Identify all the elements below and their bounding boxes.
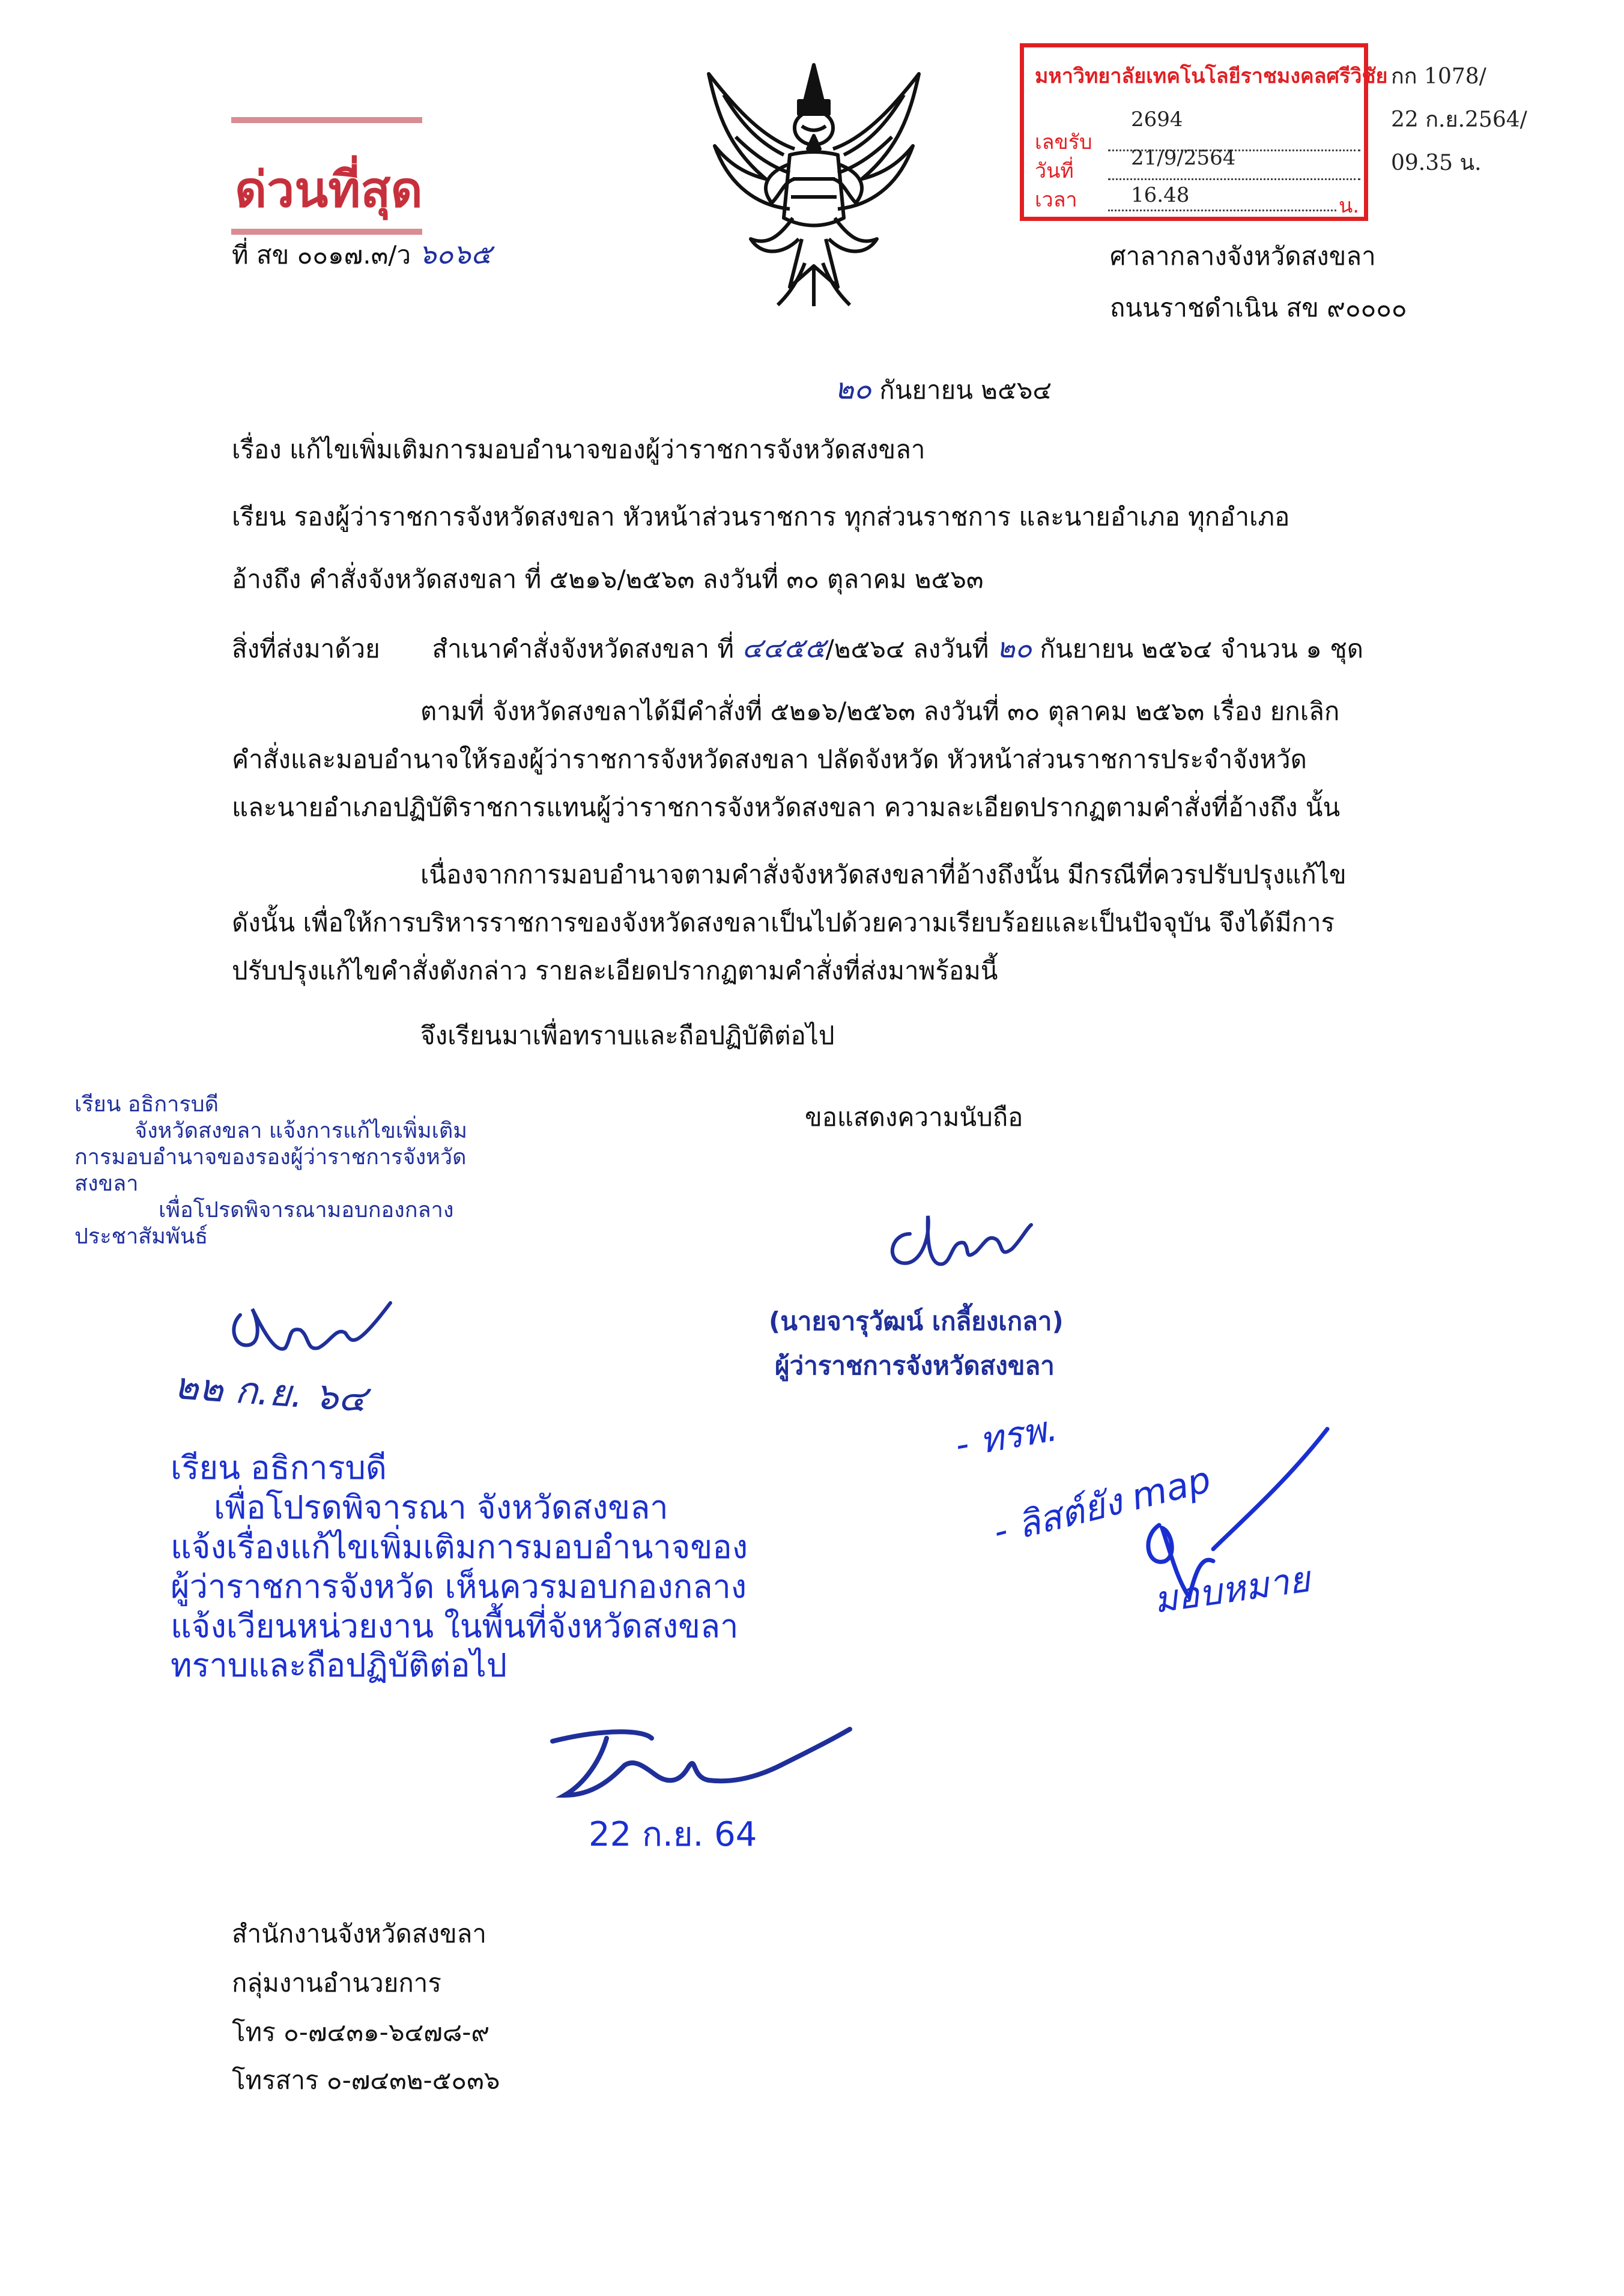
receipt-stamp bbox=[1020, 43, 1388, 221]
para1-line-2: คำสั่งและมอบอำนาจให้รองผู้ว่าราชการจังหวัดสงขลา ปลัดจังหวัด หัวหน้าส่วนราชการประจำจังหวัด bbox=[232, 745, 1307, 774]
note2-line-3: แจ้งเรื่องแก้ไขเพิ่มเติมการมอบอำนาจของ bbox=[171, 1527, 748, 1566]
note2-date: 22 ก.ย. 64 bbox=[589, 1815, 757, 1854]
receipt-date-value: 21/9/2564 bbox=[1131, 146, 1236, 170]
note1 bbox=[74, 1092, 467, 1249]
note1-line-1: เรียน อธิการบดี bbox=[74, 1092, 219, 1117]
receipt-date-line bbox=[1108, 178, 1360, 180]
receipt-time-value: 16.48 bbox=[1131, 183, 1190, 207]
date-month-year: กันยายน ๒๕๖๔ bbox=[879, 375, 1052, 405]
note2-line-6: ทราบและถือปฏิบัติต่อไป bbox=[171, 1646, 507, 1685]
note1-line-4: สงขลา bbox=[74, 1171, 139, 1196]
doc-number-handwritten: ๖๐๖๕ bbox=[419, 238, 492, 270]
garuda-emblem-icon bbox=[694, 59, 934, 311]
note2-line-1: เรียน อธิการบดี bbox=[171, 1449, 387, 1487]
receipt-number-label: เลขรับ bbox=[1035, 130, 1092, 154]
para1-line-1: ตามที่ จังหวัดสงขลาได้มีคำสั่งที่ ๕๒๑๖/๒๕๖๓ ลงวันที่ ๓๐ ตุลาคม ๒๕๖๓ เรื่อง ยกเลิก bbox=[420, 696, 1340, 726]
note3-line-1: - ทรพ. bbox=[952, 1407, 1061, 1467]
note1-handwritten-date: ๒๒ ก.ย. ๖๔ bbox=[172, 1363, 368, 1421]
note1-line-2: จังหวัดสงขลา แจ้งการแก้ไขเพิ่มเติม bbox=[135, 1118, 467, 1143]
para2-line-1: เนื่องจากการมอบอำนาจตามคำสั่งจังหวัดสงขลาที่อ้างถึงนั้น มีกรณีที่ควรปรับปรุงแก้ไข bbox=[420, 860, 1347, 889]
para1-line-3: และนายอำเภอปฏิบัติราชการแทนผู้ว่าราชการจังหวัดสงขลา ความละเอียดปรากฏตามคำสั่งที่อ้างถึง นั้น bbox=[232, 793, 1341, 822]
reference-line: อ้างถึง คำสั่งจังหวัดสงขลา ที่ ๕๒๑๖/๒๕๖๓ ลงวันที่ ๓๐ ตุลาคม ๒๕๖๓ bbox=[232, 564, 984, 594]
date-day-handwritten: ๒๐ bbox=[835, 372, 871, 406]
note2-line-2: เพื่อโปรดพิจารณา จังหวัดสงขลา bbox=[214, 1488, 668, 1526]
enclosure-text-a: สำเนาคำสั่งจังหวัดสงขลา ที่ bbox=[432, 634, 735, 663]
governor-signature bbox=[874, 1192, 1042, 1282]
note1-line-5: เพื่อโปรดพิจารณามอบกองกลาง bbox=[159, 1197, 454, 1222]
note2 bbox=[171, 1448, 748, 1685]
closing-line: ขอแสดงความนับถือ bbox=[805, 1102, 1023, 1132]
urgent-stamp-text: ด่วนที่สุด bbox=[235, 161, 423, 219]
footer-fax: โทรสาร ๐-๗๔๓๒-๕๐๓๖ bbox=[232, 2065, 500, 2095]
doc-number bbox=[232, 238, 492, 271]
receipt-date-label: วันที่ bbox=[1035, 159, 1074, 183]
para3: จึงเรียนมาเพื่อทราบและถือปฏิบัติต่อไป bbox=[420, 1021, 835, 1050]
footer-office: สำนักงานจังหวัดสงขลา bbox=[232, 1919, 486, 1948]
note3-line-2: - ลิสต์ยัง map bbox=[989, 1458, 1216, 1553]
doc-number-prefix: ที่ สข ๐๐๑๗.๓/ว bbox=[232, 240, 411, 270]
para2-line-3: ปรับปรุงแก้ไขคำสั่งดังกล่าว รายละเอียดปรากฏตามคำสั่งที่ส่งมาพร้อมนี้ bbox=[232, 956, 998, 985]
footer-group: กลุ่มงานอำนวยการ bbox=[232, 1968, 441, 1998]
addressee-line: เรียน รองผู้ว่าราชการจังหวัดสงขลา หัวหน้าส่วนราชการ ทุกส่วนราชการ และนายอำเภอ ทุกอำเภอ bbox=[232, 502, 1290, 531]
note1-line-3: การมอบอำนาจของรองผู้ว่าราชการจังหวัด bbox=[74, 1144, 467, 1170]
enclosure-text-b: /๒๕๖๔ ลงวันที่ bbox=[825, 634, 989, 663]
registry-line-2: 22 ก.ย.2564/ bbox=[1391, 107, 1527, 132]
enclosure-line bbox=[232, 632, 1363, 665]
urgent-stamp bbox=[231, 117, 422, 235]
receipt-number-value: 2694 bbox=[1131, 107, 1183, 131]
note1-line-6: ประชาสัมพันธ์ bbox=[74, 1224, 208, 1249]
registry-line-3: 09.35 น. bbox=[1391, 151, 1482, 175]
para2-line-2: ดังนั้น เพื่อให้การบริหารราชการของจังหวัดสงขลาเป็นไปด้วยความเรียบร้อยและเป็นปัจจุบัน จึงได้มีการ bbox=[232, 908, 1335, 937]
enclosure-number-handwritten: ๔๔๕๕ bbox=[742, 632, 826, 664]
footer-phone: โทร ๐-๗๔๓๑-๖๔๗๘-๙ bbox=[232, 2017, 490, 2047]
enclosure-day-handwritten: ๒๐ bbox=[996, 632, 1032, 664]
letter-date bbox=[835, 372, 1052, 407]
note2-line-4: ผู้ว่าราชการจังหวัด เห็นควรมอบกองกลาง bbox=[171, 1567, 747, 1606]
enclosure-label: สิ่งที่ส่งมาด้วย bbox=[232, 634, 380, 663]
address-line-1: ศาลากลางจังหวัดสงขลา bbox=[1110, 241, 1376, 271]
receipt-time-line bbox=[1108, 210, 1336, 211]
receipt-institution: มหาวิทยาลัยเทคโนโลยีราชมงคลศรีวิชัย bbox=[1035, 64, 1388, 88]
registry-reference bbox=[1391, 55, 1527, 185]
signatory-name: (นายจารุวัฒน์ เกลี้ยงเกลา) bbox=[769, 1307, 1064, 1336]
enclosure-text-c: กันยายน ๒๕๖๔ จำนวน ๑ ชุด bbox=[1040, 634, 1364, 663]
subject-line: เรื่อง แก้ไขเพิ่มเติมการมอบอำนาจของผู้ว่าราชการจังหวัดสงขลา bbox=[232, 435, 926, 464]
note2-signature bbox=[529, 1705, 853, 1813]
note2-line-5: แจ้งเวียนหน่วยงาน ในพื้นที่จังหวัดสงขลา bbox=[171, 1607, 739, 1645]
note3-line-3: มอบหมาย bbox=[1151, 1558, 1313, 1622]
address-line-2: ถนนราชดำเนิน สข ๙๐๐๐๐ bbox=[1110, 293, 1407, 322]
registry-line-1: กก 1078/ bbox=[1391, 64, 1486, 89]
signatory-title: ผู้ว่าราชการจังหวัดสงขลา bbox=[775, 1351, 1055, 1380]
receipt-time-suffix: น. bbox=[1339, 194, 1360, 218]
receipt-time-label: เวลา bbox=[1035, 188, 1077, 212]
